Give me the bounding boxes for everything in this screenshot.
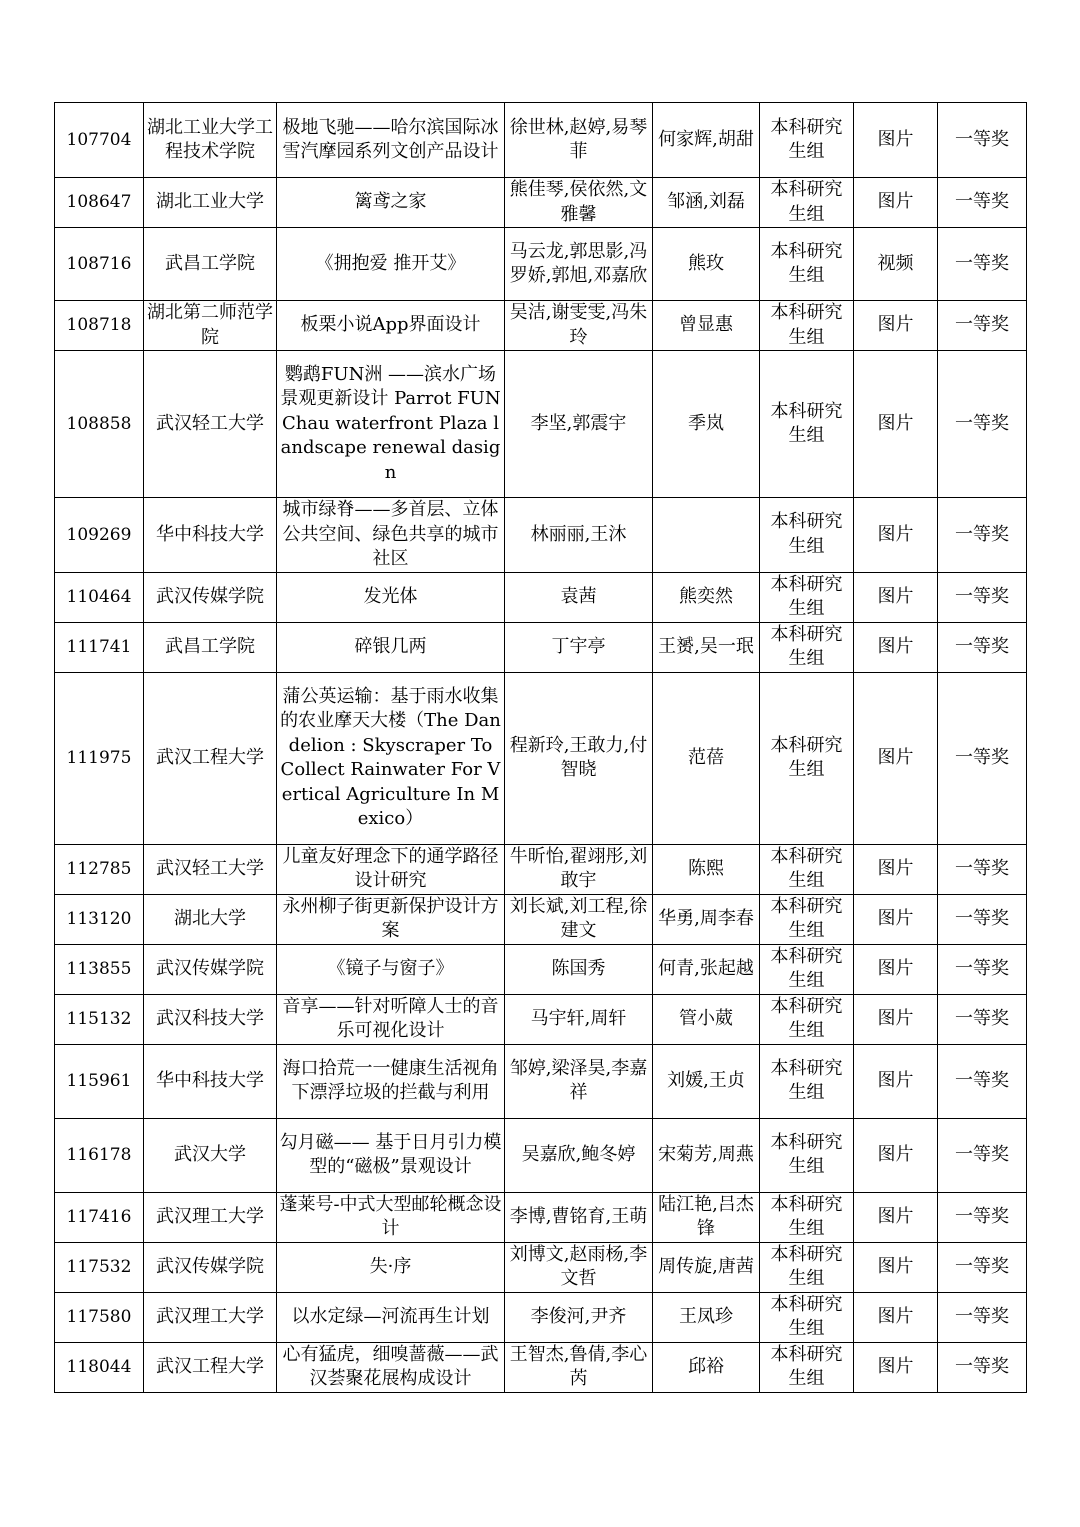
award-cell: 一等奖 <box>938 1342 1027 1392</box>
advisor-cell: 王赟,吴一珉 <box>653 622 760 672</box>
authors-cell: 邹婷,梁泽昊,李嘉祥 <box>505 1044 653 1118</box>
award-cell: 一等奖 <box>938 1192 1027 1242</box>
advisor-cell: 熊奕然 <box>653 572 760 622</box>
group-cell: 本科研究生组 <box>760 1292 854 1342</box>
type-cell: 图片 <box>854 178 938 228</box>
advisor-cell: 刘媛,王贞 <box>653 1044 760 1118</box>
award-cell: 一等奖 <box>938 1242 1027 1292</box>
entry-id-cell: 111741 <box>55 622 144 672</box>
entry-id-cell: 115961 <box>55 1044 144 1118</box>
title-cell: 《镜子与窗子》 <box>277 944 505 994</box>
advisor-cell: 邹涵,刘磊 <box>653 178 760 228</box>
title-cell: 儿童友好理念下的通学路径设计研究 <box>277 844 505 894</box>
table-row <box>55 1292 1027 1342</box>
table-row <box>55 1342 1027 1392</box>
group-cell: 本科研究生组 <box>760 844 854 894</box>
school-cell: 华中科技大学 <box>144 1044 277 1118</box>
title-cell: 城市绿脊——多首层、立体公共空间、绿色共享的城市社区 <box>277 498 505 573</box>
group-cell: 本科研究生组 <box>760 894 854 944</box>
entry-id-cell: 117580 <box>55 1292 144 1342</box>
authors-cell: 吴嘉欣,鲍冬婷 <box>505 1118 653 1192</box>
school-cell: 武汉传媒学院 <box>144 1242 277 1292</box>
group-cell: 本科研究生组 <box>760 572 854 622</box>
school-cell: 湖北第二师范学院 <box>144 301 277 351</box>
type-cell: 图片 <box>854 1292 938 1342</box>
school-cell: 湖北工业大学工程技术学院 <box>144 103 277 178</box>
authors-cell: 丁宇亭 <box>505 622 653 672</box>
authors-cell: 熊佳琴,侯依然,文雅馨 <box>505 178 653 228</box>
advisor-cell: 邱裕 <box>653 1342 760 1392</box>
entry-id-cell: 113855 <box>55 944 144 994</box>
group-cell: 本科研究生组 <box>760 1044 854 1118</box>
entry-id-cell: 109269 <box>55 498 144 573</box>
group-cell: 本科研究生组 <box>760 498 854 573</box>
type-cell: 图片 <box>854 301 938 351</box>
table-row <box>55 1044 1027 1118</box>
type-cell: 图片 <box>854 351 938 498</box>
title-cell: 发光体 <box>277 572 505 622</box>
title-cell: 蓬莱号-中式大型邮轮概念设计 <box>277 1192 505 1242</box>
table-row <box>55 228 1027 301</box>
entry-id-cell: 113120 <box>55 894 144 944</box>
type-cell: 图片 <box>854 1242 938 1292</box>
title-cell: 鹦鹉FUN洲 ——滨水广场景观更新设计 Parrot FUN Chau waterfront Plaza landscape renewal dasign <box>277 351 505 498</box>
award-cell: 一等奖 <box>938 844 1027 894</box>
table-row <box>55 944 1027 994</box>
table-row <box>55 301 1027 351</box>
table-row <box>55 498 1027 573</box>
advisor-cell: 陆江艳,吕杰锋 <box>653 1192 760 1242</box>
table-row <box>55 1242 1027 1292</box>
group-cell: 本科研究生组 <box>760 622 854 672</box>
authors-cell: 程新玲,王敢力,付智晓 <box>505 672 653 844</box>
entry-id-cell: 112785 <box>55 844 144 894</box>
award-cell: 一等奖 <box>938 894 1027 944</box>
school-cell: 武昌工学院 <box>144 228 277 301</box>
entry-id-cell: 117416 <box>55 1192 144 1242</box>
school-cell: 湖北大学 <box>144 894 277 944</box>
title-cell: 永州柳子街更新保护设计方案 <box>277 894 505 944</box>
table-row <box>55 894 1027 944</box>
group-cell: 本科研究生组 <box>760 944 854 994</box>
title-cell: 海口拾荒一一健康生活视角下漂浮垃圾的拦截与利用 <box>277 1044 505 1118</box>
group-cell: 本科研究生组 <box>760 994 854 1044</box>
award-cell: 一等奖 <box>938 1292 1027 1342</box>
advisor-cell: 曾显惠 <box>653 301 760 351</box>
school-cell: 武汉传媒学院 <box>144 944 277 994</box>
table-row <box>55 672 1027 844</box>
advisor-cell: 何青,张起越 <box>653 944 760 994</box>
entry-id-cell: 117532 <box>55 1242 144 1292</box>
type-cell: 图片 <box>854 844 938 894</box>
type-cell: 图片 <box>854 944 938 994</box>
authors-cell: 林丽丽,王沐 <box>505 498 653 573</box>
type-cell: 图片 <box>854 672 938 844</box>
school-cell: 武汉工程大学 <box>144 672 277 844</box>
title-cell: 勾月磁—— 基于日月引力模型的“磁极”景观设计 <box>277 1118 505 1192</box>
group-cell: 本科研究生组 <box>760 103 854 178</box>
group-cell: 本科研究生组 <box>760 228 854 301</box>
authors-cell: 牛昕怡,翟翊彤,刘敢宇 <box>505 844 653 894</box>
advisor-cell: 熊玫 <box>653 228 760 301</box>
entry-id-cell: 111975 <box>55 672 144 844</box>
entry-id-cell: 108718 <box>55 301 144 351</box>
advisor-cell: 周传旋,唐茜 <box>653 1242 760 1292</box>
entry-id-cell: 108716 <box>55 228 144 301</box>
title-cell: 蒲公英运输：基于雨水收集的农业摩天大楼（The Dandelion : Skyscraper To Collect Rainwater For Vertical Agriculture In Mexico） <box>277 672 505 844</box>
title-cell: 音享——针对听障人士的音乐可视化设计 <box>277 994 505 1044</box>
advisor-cell: 陈熙 <box>653 844 760 894</box>
entry-id-cell: 118044 <box>55 1342 144 1392</box>
authors-cell: 王智杰,鲁倩,李心芮 <box>505 1342 653 1392</box>
school-cell: 武汉工程大学 <box>144 1342 277 1392</box>
group-cell: 本科研究生组 <box>760 1342 854 1392</box>
award-cell: 一等奖 <box>938 572 1027 622</box>
advisor-cell <box>653 498 760 573</box>
group-cell: 本科研究生组 <box>760 672 854 844</box>
award-cell: 一等奖 <box>938 944 1027 994</box>
title-cell: 篱鸢之家 <box>277 178 505 228</box>
table-row <box>55 572 1027 622</box>
advisor-cell: 华勇,周李春 <box>653 894 760 944</box>
type-cell: 图片 <box>854 1118 938 1192</box>
authors-cell: 徐世林,赵婷,易琴菲 <box>505 103 653 178</box>
type-cell: 视频 <box>854 228 938 301</box>
table-row <box>55 178 1027 228</box>
group-cell: 本科研究生组 <box>760 1242 854 1292</box>
title-cell: 碎银几两 <box>277 622 505 672</box>
table-row <box>55 1192 1027 1242</box>
authors-cell: 马宇轩,周轩 <box>505 994 653 1044</box>
award-cell: 一等奖 <box>938 103 1027 178</box>
award-cell: 一等奖 <box>938 622 1027 672</box>
table-row <box>55 844 1027 894</box>
authors-cell: 马云龙,郭思影,冯罗娇,郭旭,邓嘉欣 <box>505 228 653 301</box>
school-cell: 武汉大学 <box>144 1118 277 1192</box>
type-cell: 图片 <box>854 1044 938 1118</box>
advisor-cell: 管小葳 <box>653 994 760 1044</box>
title-cell: 板栗小说App界面设计 <box>277 301 505 351</box>
entry-id-cell: 108647 <box>55 178 144 228</box>
award-cell: 一等奖 <box>938 1118 1027 1192</box>
school-cell: 武汉科技大学 <box>144 994 277 1044</box>
authors-cell: 吴洁,谢雯雯,冯朱玲 <box>505 301 653 351</box>
group-cell: 本科研究生组 <box>760 351 854 498</box>
authors-cell: 陈国秀 <box>505 944 653 994</box>
table-row <box>55 1118 1027 1192</box>
title-cell: 心有猛虎，细嗅蔷薇——武汉荟聚花展构成设计 <box>277 1342 505 1392</box>
authors-cell: 袁茜 <box>505 572 653 622</box>
school-cell: 武汉轻工大学 <box>144 844 277 894</box>
entry-id-cell: 115132 <box>55 994 144 1044</box>
entry-id-cell: 110464 <box>55 572 144 622</box>
title-cell: 以水定绿—河流再生计划 <box>277 1292 505 1342</box>
table-row <box>55 103 1027 178</box>
award-table <box>54 102 1027 1393</box>
entry-id-cell: 108858 <box>55 351 144 498</box>
advisor-cell: 季岚 <box>653 351 760 498</box>
school-cell: 武汉理工大学 <box>144 1292 277 1342</box>
school-cell: 武昌工学院 <box>144 622 277 672</box>
table-row <box>55 622 1027 672</box>
award-cell: 一等奖 <box>938 1044 1027 1118</box>
type-cell: 图片 <box>854 622 938 672</box>
school-cell: 武汉传媒学院 <box>144 572 277 622</box>
award-cell: 一等奖 <box>938 228 1027 301</box>
advisor-cell: 范蓓 <box>653 672 760 844</box>
authors-cell: 李坚,郭震宇 <box>505 351 653 498</box>
group-cell: 本科研究生组 <box>760 178 854 228</box>
type-cell: 图片 <box>854 572 938 622</box>
award-cell: 一等奖 <box>938 672 1027 844</box>
table-row <box>55 994 1027 1044</box>
entry-id-cell: 107704 <box>55 103 144 178</box>
title-cell: 《拥抱爱 推开艾》 <box>277 228 505 301</box>
table-row <box>55 351 1027 498</box>
school-cell: 湖北工业大学 <box>144 178 277 228</box>
school-cell: 武汉理工大学 <box>144 1192 277 1242</box>
advisor-cell: 何家辉,胡甜 <box>653 103 760 178</box>
award-cell: 一等奖 <box>938 994 1027 1044</box>
authors-cell: 刘博文,赵雨杨,李文哲 <box>505 1242 653 1292</box>
award-cell: 一等奖 <box>938 178 1027 228</box>
authors-cell: 李博,曹铭育,王萌 <box>505 1192 653 1242</box>
group-cell: 本科研究生组 <box>760 301 854 351</box>
school-cell: 武汉轻工大学 <box>144 351 277 498</box>
title-cell: 失·序 <box>277 1242 505 1292</box>
authors-cell: 刘长斌,刘工程,徐建文 <box>505 894 653 944</box>
type-cell: 图片 <box>854 1342 938 1392</box>
advisor-cell: 王凤珍 <box>653 1292 760 1342</box>
title-cell: 极地飞驰——哈尔滨国际冰雪汽摩园系列文创产品设计 <box>277 103 505 178</box>
type-cell: 图片 <box>854 1192 938 1242</box>
award-cell: 一等奖 <box>938 301 1027 351</box>
group-cell: 本科研究生组 <box>760 1118 854 1192</box>
type-cell: 图片 <box>854 994 938 1044</box>
entry-id-cell: 116178 <box>55 1118 144 1192</box>
advisor-cell: 宋菊芳,周燕 <box>653 1118 760 1192</box>
type-cell: 图片 <box>854 894 938 944</box>
type-cell: 图片 <box>854 103 938 178</box>
type-cell: 图片 <box>854 498 938 573</box>
award-cell: 一等奖 <box>938 498 1027 573</box>
authors-cell: 李俊河,尹齐 <box>505 1292 653 1342</box>
school-cell: 华中科技大学 <box>144 498 277 573</box>
group-cell: 本科研究生组 <box>760 1192 854 1242</box>
award-cell: 一等奖 <box>938 351 1027 498</box>
